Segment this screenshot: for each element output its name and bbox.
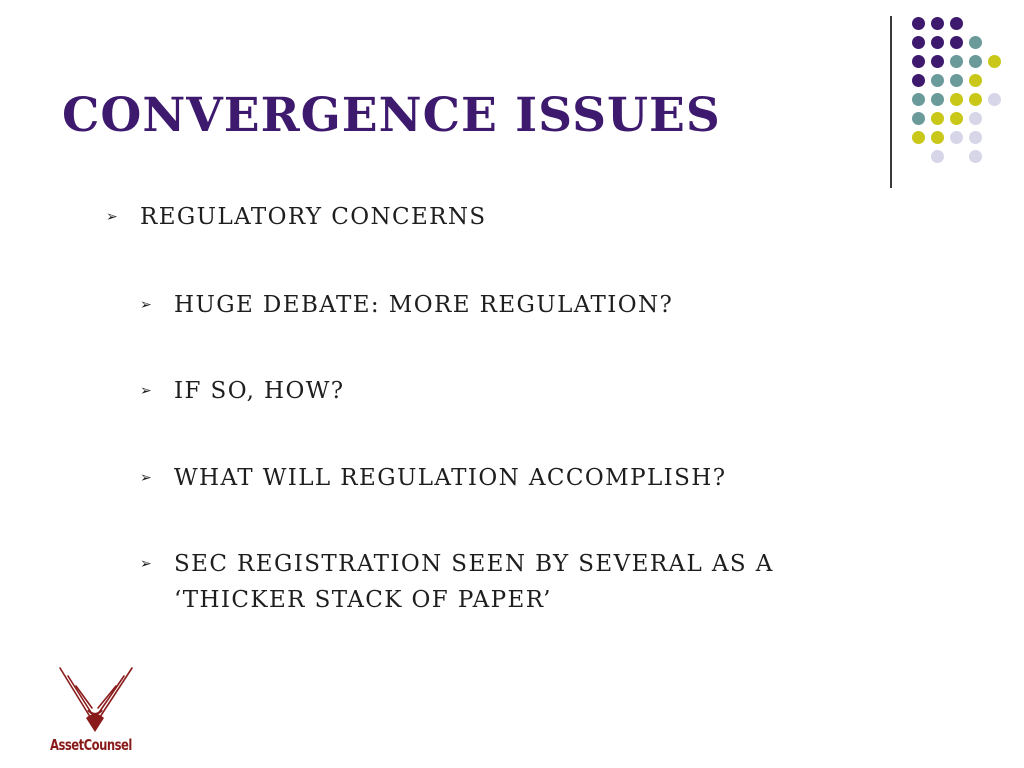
logo-text: AssetCounsel xyxy=(50,736,132,754)
bullet-text: HUGE DEBATE: MORE REGULATION? xyxy=(174,292,674,318)
bullet-item xyxy=(140,460,727,496)
arrow-bullet-icon: ➢ xyxy=(140,383,154,399)
arrow-bullet-icon: ➢ xyxy=(106,209,120,225)
bullet-item xyxy=(106,199,487,235)
bullet-text: WHAT WILL REGULATION ACCOMPLISH? xyxy=(174,465,727,491)
slide-title: CONVERGENCE ISSUES xyxy=(62,88,721,143)
bullet-item xyxy=(140,373,345,409)
bullet-text: SEC REGISTRATION SEEN BY SEVERAL AS A ‘THICKER STACK OF PAPER’ xyxy=(174,551,774,613)
arrow-bullet-icon: ➢ xyxy=(140,470,154,486)
arrow-bullet-icon: ➢ xyxy=(140,297,154,313)
arrow-bullet-icon: ➢ xyxy=(140,556,154,572)
bullet-text: IF SO, HOW? xyxy=(174,378,345,404)
bullet-item xyxy=(140,546,774,618)
bullet-item xyxy=(140,287,674,323)
bullet-text: REGULATORY CONCERNS xyxy=(140,204,487,230)
